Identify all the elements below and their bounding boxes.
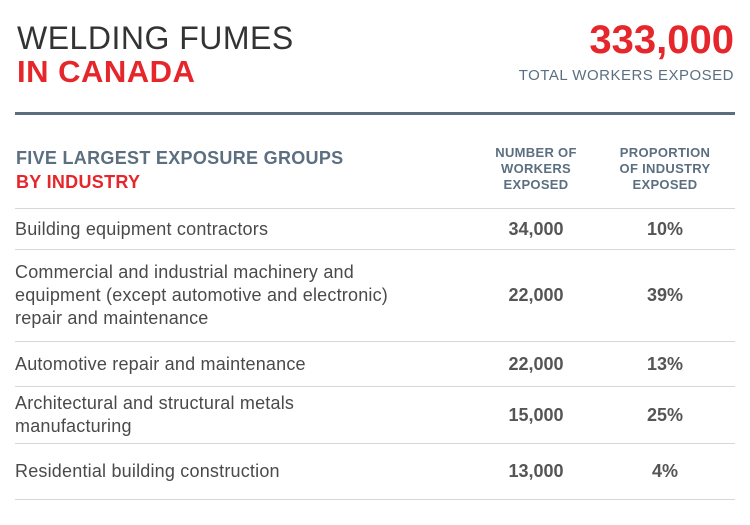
table-row <box>15 249 735 341</box>
workers-exposed-value: 13,000 <box>508 461 564 481</box>
proportion-exposed-value: 25% <box>646 404 684 425</box>
industry-name-line: Architectural and structural metals <box>15 393 295 413</box>
industry-table <box>15 208 735 500</box>
title-line-1: WELDING FUMES <box>17 20 294 56</box>
proportion-exposed-value: 4% <box>651 461 678 481</box>
header-divider <box>15 112 735 115</box>
table-row <box>15 341 735 386</box>
workers-exposed-value: 22,000 <box>508 285 564 305</box>
industry-name-line: Commercial and industrial machinery and <box>15 262 354 282</box>
total-workers-caption: TOTAL WORKERS EXPOSED <box>518 67 734 84</box>
column-header-proportion-line: OF INDUSTRY <box>619 161 711 176</box>
industry-name-line: Residential building construction <box>15 461 280 481</box>
column-header-workers-line: EXPOSED <box>503 177 569 192</box>
industry-name <box>15 261 476 330</box>
column-header-workers-line: WORKERS <box>501 161 571 176</box>
workers-exposed-value: 15,000 <box>508 404 564 425</box>
table-row <box>15 208 735 249</box>
column-header-proportion-line: EXPOSED <box>632 177 698 192</box>
industry-name <box>15 353 476 376</box>
workers-exposed-value: 22,000 <box>508 353 564 374</box>
industry-name <box>15 392 476 438</box>
industry-name-line: repair and maintenance <box>15 308 209 328</box>
industry-name-line: manufacturing <box>15 416 132 436</box>
proportion-exposed-value: 13% <box>646 353 684 374</box>
column-header-workers-line: NUMBER OF <box>495 145 577 160</box>
industry-name-line: Building equipment contractors <box>15 218 269 239</box>
column-header-workers <box>476 145 596 193</box>
proportion-exposed-value: 10% <box>646 218 684 239</box>
industry-name <box>15 460 476 483</box>
industry-name <box>15 218 476 241</box>
industry-name-line: equipment (except automotive and electronic) <box>15 285 389 305</box>
table-row <box>15 443 735 500</box>
column-header-proportion-line: PROPORTION <box>619 145 711 160</box>
industry-name-line: Automotive repair and maintenance <box>15 353 306 374</box>
column-header-proportion <box>604 145 726 193</box>
section-title-line-1: FIVE LARGEST EXPOSURE GROUPS <box>16 148 344 168</box>
proportion-exposed-value: 39% <box>646 285 684 305</box>
workers-exposed-value: 34,000 <box>508 218 564 239</box>
section-title-line-2: BY INDUSTRY <box>16 172 141 192</box>
title-line-2: IN CANADA <box>17 54 196 89</box>
table-row <box>15 386 735 443</box>
total-workers-value: 333,000 <box>589 18 734 62</box>
